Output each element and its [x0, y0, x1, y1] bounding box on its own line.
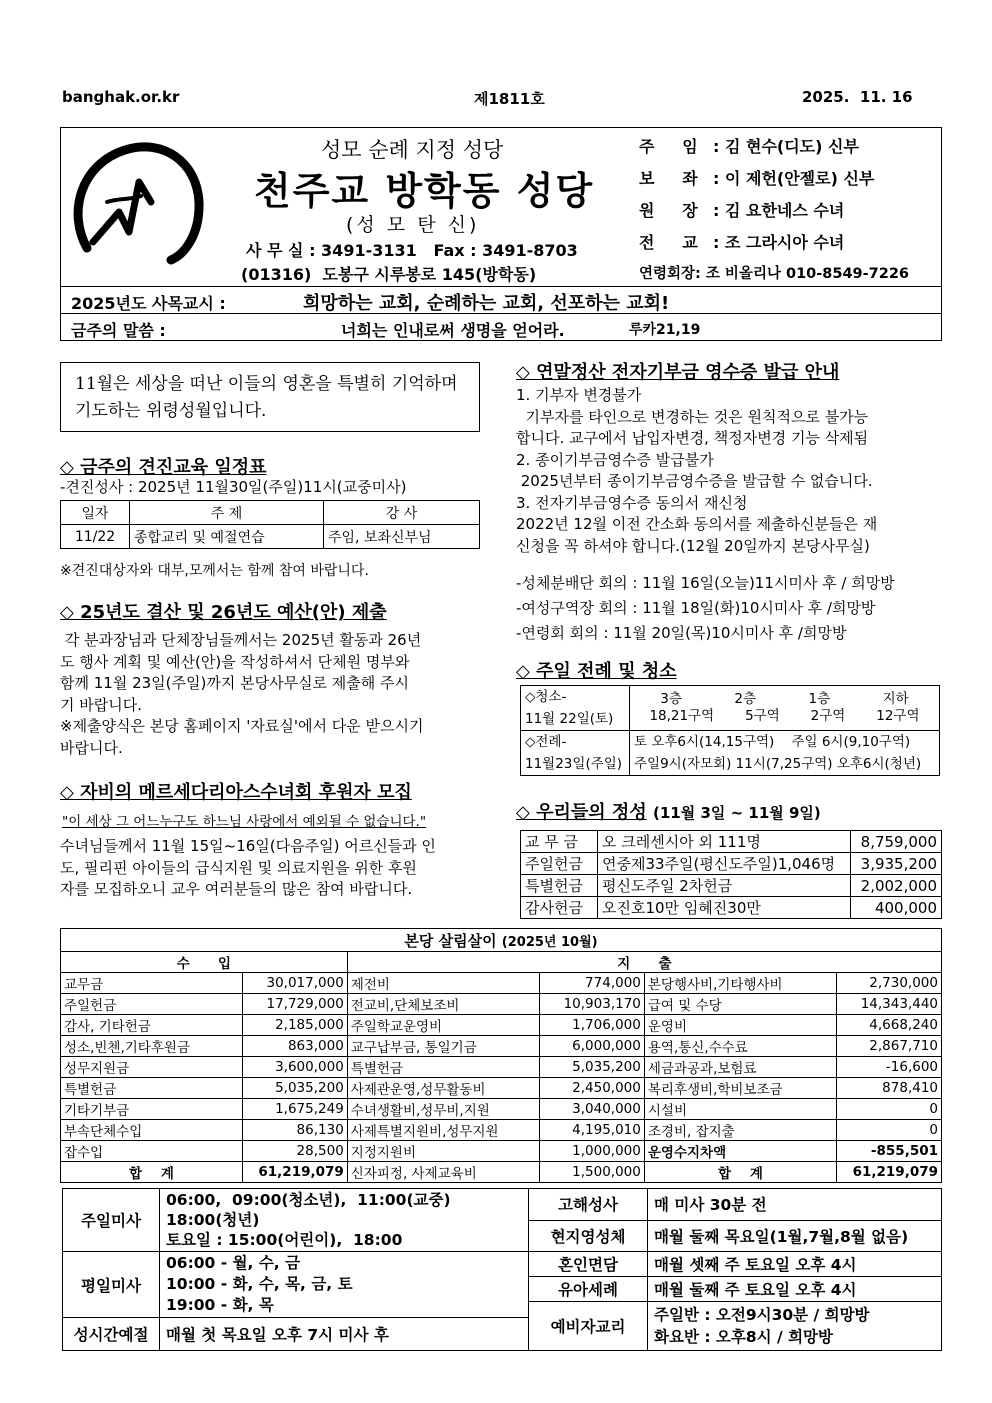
table-cell: 5,035,200	[540, 1057, 645, 1078]
total-label: 합 계	[61, 1162, 243, 1183]
sponsor-body: 수녀님들께서 11월 15일~16일(다음주일) 어르신들과 인 도, 필리핀 아이들의 급식지원 및 의료지원을 위한 후원 자를 모집하오니 교우 여러분들의 많은 참여 바랍니다.	[60, 837, 436, 898]
office-phone: 사 무 실 : 3491-3131 Fax : 3491-8703	[246, 241, 578, 260]
parish-name: 천주교 방학동 성당	[254, 169, 595, 213]
table-cell: 부속단체수입	[61, 1120, 243, 1141]
finance-title: 본당 살림살이 (2025년 10월)	[61, 929, 942, 952]
november-notice: 11월은 세상을 떠난 이들의 영혼을 특별히 기억하며 기도하는 위령성월입니다.	[60, 362, 480, 432]
table-row	[61, 1057, 942, 1078]
table-cell: 86,130	[242, 1120, 347, 1141]
table-row	[61, 1141, 942, 1162]
table-cell: 종합교리 및 예절연습	[130, 525, 324, 549]
table-cell: 본당행사비,기타행사비	[644, 973, 836, 994]
table-cell: 10,903,170	[540, 994, 645, 1015]
table-cell: 0	[837, 1120, 942, 1141]
table-cell: 1,000,000	[540, 1141, 645, 1162]
staff-role: 보 좌	[639, 169, 698, 188]
table-cell: 시설비	[644, 1099, 836, 1120]
confirmation-table	[60, 500, 480, 549]
staff-name: : 조 그라시아 수녀	[713, 233, 845, 252]
table-cell: 주일헌금	[61, 994, 243, 1015]
receipt-title: ◇ 연말정산 전자기부금 영수증 발급 안내	[516, 362, 840, 383]
table-cell: 2,450,000	[540, 1078, 645, 1099]
table-row	[61, 994, 942, 1015]
table-row: 교 무 금 오 크레센시아 외 111명 8,759,000	[521, 831, 942, 853]
table-cell: 30,017,000	[242, 973, 347, 994]
table-cell: 조경비, 잡지출	[644, 1120, 836, 1141]
table-cell: 1,500,000	[540, 1162, 645, 1183]
table-cell: 4,195,010	[540, 1120, 645, 1141]
table-cell: 수녀생활비,성무비,지원	[347, 1099, 539, 1120]
confirmation-date: -견진성사 : 2025년 11월30일(주일)11시(교중미사)	[60, 478, 407, 496]
table-row: 특별헌금 평신도주일 2차헌금 2,002,000	[521, 875, 942, 897]
table-cell: 지정지원비	[347, 1141, 539, 1162]
table-cell: 복리후생비,학비보조금	[644, 1078, 836, 1099]
table-cell: 제전비	[347, 973, 539, 994]
total-expense: 61,219,079	[837, 1162, 942, 1183]
table-cell: 11/22	[61, 525, 130, 549]
meeting-list	[516, 571, 895, 646]
table-row: 주일헌금 연중제33주일(평신도주일)1,046명 3,935,200	[521, 853, 942, 875]
table-cell: 3,600,000	[242, 1057, 347, 1078]
table-row: 감사헌금 오진호10만 임혜진30만 400,000	[521, 897, 942, 919]
table-cell: 2,185,000	[242, 1015, 347, 1036]
income-header: 수 입	[61, 952, 348, 973]
staff-role: 원 장	[639, 201, 698, 220]
table-cell: 교구납부금, 통일기금	[347, 1036, 539, 1057]
table-cell: 사제관운영,성무활동비	[347, 1078, 539, 1099]
table-cell: 6,000,000	[540, 1036, 645, 1057]
table-cell: 14,343,440	[837, 994, 942, 1015]
budget-body: 각 분과장님과 단체장님들께서는 2025년 활동과 26년 도 행사 계획 및 예산(안)을 작성하셔서 단체원 명부와 함께 11월 23일(주일)까지 본당사무실로 제출해 주시 기 바랍니다. ※제출양식은 본당 홈페이지 '자료실'에서 다운 받으시기 바랍니다.	[60, 631, 424, 757]
staff-role: 주 임	[639, 137, 698, 156]
table-cell: 17,729,000	[242, 994, 347, 1015]
table-cell: 주임, 보좌신부님	[324, 525, 480, 549]
table-cell: 0	[837, 1099, 942, 1120]
table-row	[61, 1099, 942, 1120]
confirmation-note: ※견진대상자와 대부,모께서는 함께 참여 바랍니다.	[60, 563, 369, 579]
word-ref: 루카21,19	[629, 322, 701, 338]
liturgy-title: ◇ 주일 전례 및 청소	[516, 661, 677, 682]
word-label: 금주의 말씀 :	[71, 321, 166, 340]
receipt-body: 1. 기부자 변경불가 기부자를 타인으로 변경하는 것은 원칙적으로 불가능 합니다. 교구에서 납입자변경, 책정자변경 기능 삭제됨 2. 종이기부금영수증 발급불가 2025년부터 종이기부금영수증을 발급할 수 없습니다. 3. 전자기부금영수증 동의서 재신청 2022년 12월 이전 간소화 동의서를 제출하신분들은 재 신청을 꼭 하셔야 합니다.(12월 20일까지 본당사무실)	[516, 386, 878, 555]
table-cell: 4,668,240	[837, 1015, 942, 1036]
table-row	[61, 1078, 942, 1099]
table-cell: 특별헌금	[347, 1057, 539, 1078]
table-cell: 774,000	[540, 973, 645, 994]
table-row	[61, 1036, 942, 1057]
table-cell: 세금과공과,보험료	[644, 1057, 836, 1078]
table-row	[61, 973, 942, 994]
motto-label: 2025년도 사목교시 :	[71, 294, 226, 313]
mass-schedule-table: 주일미사 06:00, 09:00(청소년), 11:00(교중) 18:00(청년) 토요일 : 15:00(어린이), 18:00 고해성사 매 미사 30분 전 현지영성체 매월 둘째 목요일(1월,7월,8월 없음) 평일미사 06:00 - 월, 수, 금 10:00 - 화, 수, 목, 금, 토 19:00 - 화, 목 혼인면담 매월 셋째 주 토요일 오후 4시 유아세례 매월 둘째 주 토요일 오후 4시 예비자교리 주일반 : 오전9시30분 / 희망방 화요반 : 오후8시 / 희망방 성시간예절 매월 첫 목요일 오후 7시 미사 후	[62, 1188, 942, 1351]
table-cell: 878,410	[837, 1078, 942, 1099]
confirmation-title: ◇ 금주의 견진교육 일정표	[60, 457, 267, 478]
table-cell: -16,600	[837, 1057, 942, 1078]
table-cell: 감사, 기타헌금	[61, 1015, 243, 1036]
table-cell: 신자피정, 사제교육비	[347, 1162, 539, 1183]
table-cell: 급여 및 수당	[644, 994, 836, 1015]
table-row	[61, 1120, 942, 1141]
table-cell: 전교비,단체보조비	[347, 994, 539, 1015]
table-cell: -855,501	[837, 1141, 942, 1162]
table-cell: 특별헌금	[61, 1078, 243, 1099]
header-subtitle: 성모 순례 지정 성당	[321, 138, 504, 162]
council-contact: 연령회장: 조 비올리나 010-8549-7226	[639, 266, 910, 282]
table-cell: 용역,통신,수수료	[644, 1036, 836, 1057]
expense-header: 지 출	[347, 952, 941, 973]
table-cell: 운영비	[644, 1015, 836, 1036]
site-url: banghak.or.kr	[62, 88, 180, 106]
table-cell: 2,730,000	[837, 973, 942, 994]
table-cell: 1,706,000	[540, 1015, 645, 1036]
table-cell: 1,675,249	[242, 1099, 347, 1120]
pastoral-motto-row	[60, 287, 942, 314]
list-item: -성체분배단 회의 : 11월 16일(오늘)11시미사 후 / 희망방	[516, 574, 895, 592]
table-row	[61, 1015, 942, 1036]
table-cell: 2,867,710	[837, 1036, 942, 1057]
parish-logo-icon	[67, 142, 207, 270]
table-cell: 주일학교운영비	[347, 1015, 539, 1036]
staff-role: 전 교	[639, 233, 698, 252]
table-cell: 28,500	[242, 1141, 347, 1162]
sponsor-quote: "이 세상 그 어느누구도 하느님 사랑에서 예외될 수 없습니다."	[62, 814, 427, 830]
budget-title: ◇ 25년도 결산 및 26년도 예산(안) 제출	[60, 602, 387, 623]
staff-name: : 김 현수(디도) 신부	[713, 137, 859, 156]
sponsor-title: ◇ 자비의 메르세다리아스수녀회 후원자 모집	[60, 782, 412, 803]
list-item: -연령회 회의 : 11월 20일(목)10시미사 후 /희망방	[516, 624, 847, 642]
office-address: (01316) 도봉구 시루봉로 145(방학동)	[241, 265, 537, 284]
motto-text: 희망하는 교회, 순례하는 교회, 선포하는 교회!	[303, 293, 670, 314]
table-cell: 사제특별지원비,성무지원	[347, 1120, 539, 1141]
issue-date: 2025. 11. 16	[802, 88, 913, 106]
table-cell: 교무금	[61, 973, 243, 994]
table-cell: 운영수지차액	[644, 1141, 836, 1162]
table-cell: 성소,빈첸,기타후원금	[61, 1036, 243, 1057]
table-cell: 잡수입	[61, 1141, 243, 1162]
table-cell: 성무지원금	[61, 1057, 243, 1078]
weekly-word-row	[60, 314, 942, 341]
parish-tagline: (성 모 탄 신)	[346, 214, 480, 236]
staff-name: : 이 제헌(안젤로) 신부	[713, 169, 875, 188]
table-header: 강 사	[324, 501, 480, 525]
masthead	[60, 127, 942, 287]
list-item: -여성구역장 회의 : 11월 18일(화)10시미사 후 /희망방	[516, 599, 876, 617]
table-cell: 5,035,200	[242, 1078, 347, 1099]
table-cell: 863,000	[242, 1036, 347, 1057]
staff-name: : 김 요한네스 수녀	[713, 201, 845, 220]
table-header: 주 제	[130, 501, 324, 525]
word-text: 너희는 인내로써 생명을 얻어라.	[341, 321, 565, 340]
finance-table	[60, 928, 942, 1183]
total-income: 61,219,079	[242, 1162, 347, 1183]
table-header: 일자	[61, 501, 130, 525]
offering-title: ◇ 우리들의 정성 (11월 3일 ~ 11월 9일)	[516, 802, 821, 823]
table-cell: 3,040,000	[540, 1099, 645, 1120]
table-cell: 기타기부금	[61, 1099, 243, 1120]
issue-number: 제1811호	[474, 90, 545, 108]
offering-table	[520, 830, 942, 919]
total-label: 합 계	[644, 1162, 836, 1183]
liturgy-cleaning-table: ◇청소- 11월 22일(토) 3층 2층 1층 지하 18,21구역 5구역 2구역 12구역 ◇전례- 11월23일(주일) 토 오후6시(14,15구역) 주일 6시(9,10구역) 주일9시(자모회) 11시(7,25구역) 오후6시(청년)	[520, 685, 940, 776]
